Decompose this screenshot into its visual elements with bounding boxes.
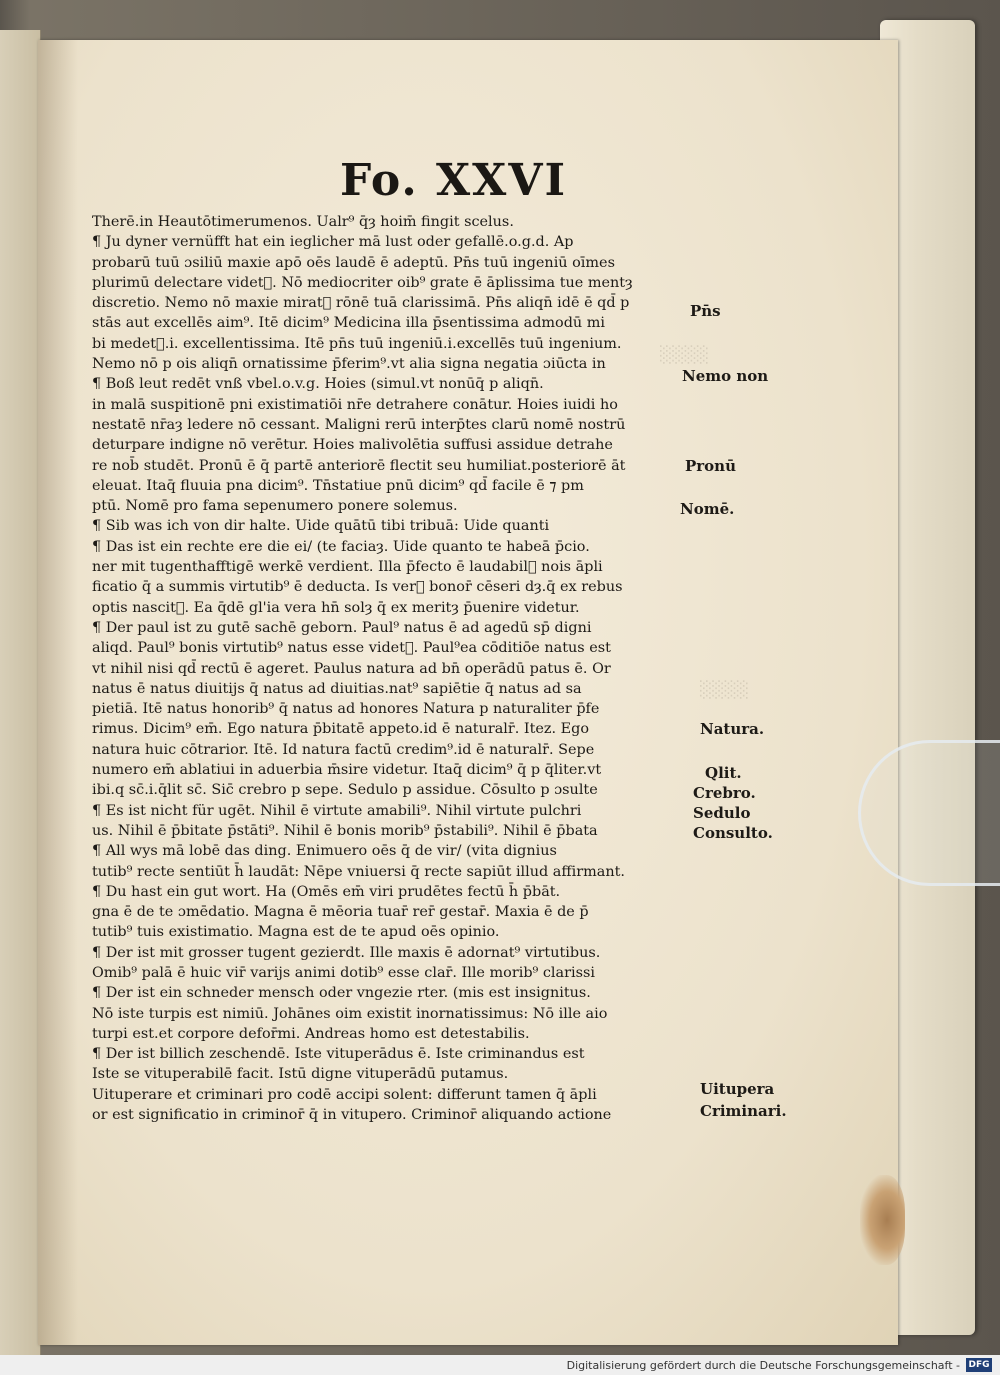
text-line: ner mit tugenthafftigē werkē verdient. Illa p̄fecto ē laudabil᷑ nois āpli (92, 559, 603, 576)
text-line: ¶ Der ist mit grosser tugent gezierdt. Ille maxis ē adornat⁹ virtutibus. (92, 944, 601, 961)
text-line: ibi.q sc̄.i.q̄lit sc̄. Sic̄ crebro p sepe. Sedulo p assidue. Cōsulto p ɔsulte (92, 782, 598, 799)
text-line: rimus. Dicim⁹ em̄. Ego natura p̄bitatē appeto.id ē naturalr̄. Itez. Ego (92, 721, 590, 738)
text-line: ¶ Boß leut redēt vnß vbel.o.v.g. Hoies (simul.vt nonūq̄ p aliqn̄. (92, 376, 544, 393)
margin-note-nemo-non: Nemo non (682, 367, 769, 385)
text-line: gna ē de te ɔmēdatio. Magna ē mēoria tuar̄ rer̄ gestar̄. Maxia ē de p̄ (92, 904, 589, 921)
text-line: plurimū delectare videt᷑. Nō mediocriter oib⁹ grate ē āplissima tue mentȝ (92, 274, 633, 291)
text-line: Nō iste turpis est nimiū. Johānes oim existit inornatissimus: Nō ille aio (92, 1005, 608, 1022)
text-line: us. Nihil ē p̄bitate p̄stāti⁹. Nihil ē bonis morib⁹ p̄stabili⁹. Nihil ē p̄bata (92, 822, 598, 839)
folio-heading: Fo. XXVI (340, 155, 568, 206)
page-clip (858, 740, 1000, 886)
text-line: numero em̄ ablatiui in aduerbia m̄sire videtur. Itaq̄ dicim⁹ q̄ p q̄liter.vt (92, 762, 602, 779)
text-line: ¶ Der ist billich zeschendē. Iste vituperādus ē. Iste criminandus est (92, 1046, 585, 1063)
margin-note-natura: Natura. (700, 720, 765, 738)
margin-note-sedulo: Sedulo (693, 804, 751, 822)
text-line: ¶ Der paul ist zu gutē sachē geborn. Paul⁹ natus ē ad agedū sp̄ digni (92, 619, 592, 636)
text-line: in malā suspitionē pni existimatiōi nr̄e detrahere conātur. Hoies iuidi ho (92, 396, 618, 413)
text-line: ficatio q̄ a summis virtutib⁹ ē deducta. Is ver᷑ bonor̄ cēseri dȝ.q̄ ex rebus (92, 579, 623, 596)
margin-note-pns: Pn̄s (690, 302, 721, 320)
text-line: natus ē natus diuitijs q̄ natus ad diuitias.nat⁹ sapiētie q̄ natus ad sa (92, 680, 582, 697)
text-line: Therē.in Heautōtimerumenos. Ualr⁹ q̄ȝ hoim̄ fingit scelus. (92, 214, 514, 230)
body-text (92, 212, 692, 1125)
text-line: optis nascit᷑. Ea q̄dē gl'ia vera hn̄ solȝ q̄ ex meritȝ p̄uenire videtur. (92, 599, 580, 616)
text-line: ¶ Du hast ein gut wort. Ha (Omēs em̄ viri prudētes fectū h̄ p̄bāt. (92, 883, 561, 900)
text-line: ¶ Es ist nicht für ugēt. Nihil ē virtute amabili⁹. Nihil virtute pulchri (92, 802, 582, 819)
text-line: ¶ Ju dyner vernüfft hat ein ieglicher mā lust oder gefallē.o.g.d. Ap (92, 234, 574, 251)
page-gutter-shadow (38, 40, 78, 1345)
margin-note-crebro: Crebro. (693, 784, 756, 802)
margin-note-qlit: Qlit. (705, 764, 742, 782)
text-line: ¶ Sib was ich von dir halte. Uide quātū tibi tribuā: Uide quanti (92, 518, 550, 535)
text-line: aliqd. Paul⁹ bonis virtutib⁹ natus esse videt᷑. Paul⁹ea cōditiōe natus est (92, 640, 611, 657)
margin-note-criminari: Criminari. (700, 1102, 787, 1120)
text-line: Iste se vituperabilē facit. Istū digne vituperādū putamus. (92, 1066, 509, 1083)
text-line: bi medet᷑.i. excellentissima. Itē pn̄s tuū ingeniū.i.excellēs tuū ingenium. (92, 335, 622, 352)
text-line: nestatē nr̄aȝ ledere nō cessant. Maligni rerū interp̄tes clarū nomē nostrū (92, 416, 626, 433)
text-line: deturpare indigne nō verētur. Hoies malivolētia suffusi assidue detrahe (92, 437, 613, 454)
text-line: Uituperare et criminari pro codē accipi solent: differunt tamen q̄ āpli (92, 1086, 597, 1103)
text-line: Omib⁹ palā ē huic vir̄ varijs animi dotib⁹ esse clar̄. Ille morib⁹ clarissi (92, 964, 595, 981)
text-line: natura huic cōtrarior. Itē. Id natura factū credim⁹.id ē naturalr̄. Sepe (92, 741, 595, 758)
left-page-edge (0, 30, 41, 1360)
text-line: ¶ Der ist ein schneder mensch oder vngezie rter. (mis est insignitus. (92, 985, 591, 1002)
margin-note-pronu: Pronū (685, 457, 736, 475)
text-line: vt nihil nisi qd̄ rectū ē ageret. Paulus natura ad bn̄ operādū patus ē. Or (92, 660, 611, 677)
text-line: stās aut excellēs aim⁹. Itē dicim⁹ Medicina illa p̄sentissima admodū mi (92, 315, 606, 332)
text-line: ¶ Das ist ein rechte ere die ei/ (te faciaȝ. Uide quanto te habeā p̄cio. (92, 538, 590, 555)
text-line: or est significatio in criminor̄ q̄ in vitupero. Criminor̄ aliquando actione (92, 1107, 612, 1124)
footer-bar (0, 1355, 1000, 1375)
text-line: tutib⁹ tuis existimatio. Magna est de te apud oēs opinio. (92, 924, 500, 941)
text-line: ¶ All wys mā lobē das ding. Enimuero oēs q̄ de vir/ (vita dignius (92, 843, 557, 860)
text-line: ptū. Nomē pro fama sepenumero ponere solemus. (92, 498, 458, 515)
text-line: pietiā. Itē natus honorib⁹ q̄ natus ad honores Natura p naturaliter p̄fe (92, 701, 600, 718)
show-through-text: ░░░░ (660, 345, 710, 364)
margin-note-vitupera: Uitupera (700, 1080, 775, 1098)
text-line: probarū tuū ɔsiliū maxie apō oēs laudē ē adeptū. Pn̄s tuū ingeniū oīmes (92, 254, 615, 271)
show-through-text: ░░░░ (700, 680, 750, 699)
text-line: re nob̄ studēt. Pronū ē q̄ partē anteriorē flectit seu humiliat.posteriorē āt (92, 457, 626, 474)
dfg-logo: DFG (966, 1358, 992, 1372)
margin-note-nome: Nomē. (680, 500, 735, 518)
margin-note-consulto: Consulto. (693, 824, 773, 842)
text-line: Nemo nō p ois aliqn̄ ornatissime p̄ferim⁹.vt alia signa negatia ɔiūcta in (92, 356, 606, 373)
text-line: turpi est.et corpore defor̄mi. Andreas homo est detestabilis. (92, 1025, 530, 1042)
footer-credit: Digitalisierung gefördert durch die Deutsche Forschungsgemeinschaft - (566, 1359, 960, 1372)
text-line: discretio. Nemo nō maxie mirat᷑ rōnē tuā clarissimā. Pn̄s aliqn̄ idē ē qd̄ p (92, 295, 630, 312)
water-stain (860, 1175, 905, 1265)
text-line: eleuat. Itaq̄ fluuia pna dicim⁹. Tn̄statiue pnū dicim⁹ qd̄ facile ē ⁊ pm (92, 477, 584, 494)
text-line: tutib⁹ recte sentiūt h̄ laudāt: Nēpe vniuersi q̄ recte sapiūt illud affirmant. (92, 863, 625, 880)
